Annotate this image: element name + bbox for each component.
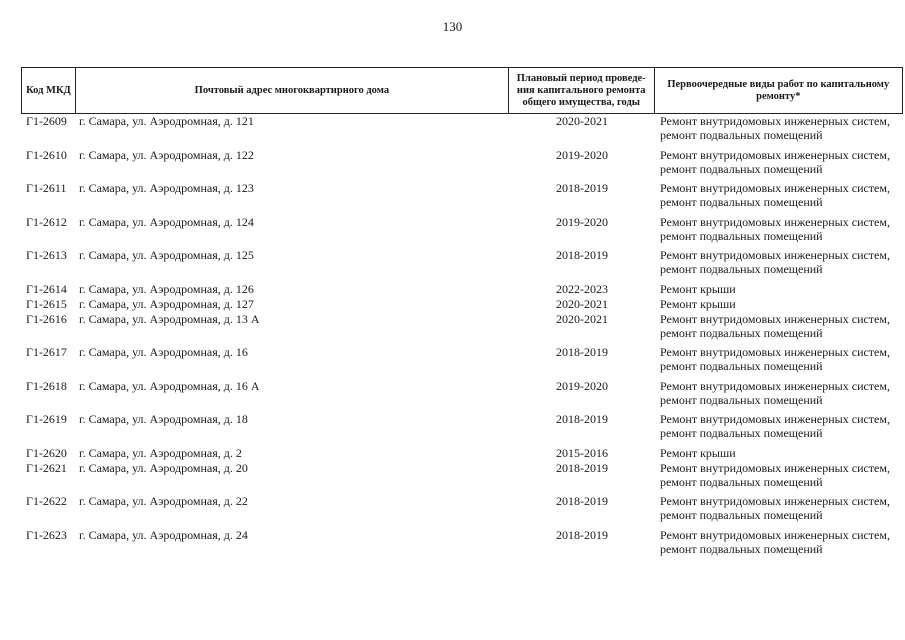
table-row — [21, 412, 903, 446]
works-cell: Ремонт внутридомовых инженерных систем, ремонт подвальных помещений — [660, 527, 890, 556]
table-row — [21, 181, 903, 215]
address-cell: г. Самара, ул. Аэродромная, д. 127 — [79, 296, 254, 311]
period-cell: 2019-2020 — [556, 378, 608, 393]
works-cell: Ремонт внутридомовых инженерных систем, ремонт подвальных помещений — [660, 378, 890, 407]
mkd-code-cell: Г1-2615 — [26, 296, 67, 311]
address-cell: г. Самара, ул. Аэродромная, д. 122 — [79, 147, 254, 162]
period-cell: 2018-2019 — [556, 460, 608, 475]
period-cell: 2018-2019 — [556, 345, 608, 359]
address-cell: г. Самара, ул. Аэродромная, д. 124 — [79, 214, 254, 229]
period-cell: 2018-2019 — [556, 412, 608, 426]
table-row — [21, 312, 903, 346]
mkd-code-cell: Г1-2610 — [26, 147, 67, 162]
works-cell: Ремонт внутридомовых инженерных систем, ремонт подвальных помещений — [660, 460, 890, 489]
address-cell: г. Самара, ул. Аэродромная, д. 121 — [79, 114, 254, 128]
works-cell: Ремонт крыши — [660, 296, 736, 311]
mkd-code-cell: Г1-2620 — [26, 445, 67, 460]
period-cell: 2019-2020 — [556, 147, 608, 162]
address-cell: г. Самара, ул. Аэродромная, д. 22 — [79, 494, 248, 508]
table-row — [21, 446, 903, 461]
mkd-code-cell: Г1-2612 — [26, 214, 67, 229]
address-cell: г. Самара, ул. Аэродромная, д. 13 А — [79, 311, 260, 326]
works-cell: Ремонт внутридомовых инженерных систем, ремонт подвальных помещений — [660, 248, 890, 276]
mkd-code-cell: Г1-2609 — [26, 114, 67, 128]
period-cell: 2022-2023 — [556, 281, 608, 296]
table-row — [21, 528, 903, 562]
table-row — [21, 215, 903, 249]
page-number: 130 — [442, 19, 463, 34]
table-row — [21, 297, 903, 312]
works-cell: Ремонт внутридомовых инженерных систем, ремонт подвальных помещений — [660, 311, 890, 340]
period-cell: 2018-2019 — [556, 527, 608, 542]
table-row — [21, 345, 903, 379]
table-body — [21, 114, 903, 561]
mkd-code-cell: Г1-2623 — [26, 527, 67, 542]
works-cell: Ремонт внутридомовых инженерных систем, ремонт подвальных помещений — [660, 147, 890, 176]
table-row — [21, 379, 903, 413]
mkd-code-cell: Г1-2613 — [26, 248, 67, 262]
address-cell: г. Самара, ул. Аэродромная, д. 2 — [79, 445, 242, 460]
header-address: Почтовый адрес многоквартирного дома — [76, 68, 509, 113]
header-code: Код МКД — [22, 68, 76, 113]
table-row — [21, 248, 903, 282]
header-works: Первоочередные виды работ по капитальному ремонту* — [667, 78, 890, 102]
works-cell: Ремонт внутридомовых инженерных систем, ремонт подвальных помещений — [660, 181, 890, 209]
address-cell: г. Самара, ул. Аэродромная, д. 126 — [79, 281, 254, 296]
period-cell: 2018-2019 — [556, 248, 608, 262]
address-cell: г. Самара, ул. Аэродромная, д. 20 — [79, 460, 248, 475]
works-cell: Ремонт внутридомовых инженерных систем, ремонт подвальных помещений — [660, 114, 890, 142]
mkd-code-cell: Г1-2621 — [26, 460, 67, 475]
mkd-code-cell: Г1-2617 — [26, 345, 67, 359]
mkd-code-cell: Г1-2619 — [26, 412, 67, 426]
table-row — [21, 148, 903, 182]
period-cell: 2020-2021 — [556, 311, 608, 326]
period-cell: 2020-2021 — [556, 296, 608, 311]
table-row — [21, 494, 903, 528]
mkd-code-cell: Г1-2611 — [26, 181, 67, 195]
address-cell: г. Самара, ул. Аэродромная, д. 18 — [79, 412, 248, 426]
works-cell: Ремонт внутридомовых инженерных систем, ремонт подвальных помещений — [660, 345, 890, 373]
period-cell: 2018-2019 — [556, 494, 608, 508]
works-cell: Ремонт внутридомовых инженерных систем, ремонт подвальных помещений — [660, 494, 890, 522]
table-row — [21, 461, 903, 495]
address-cell: г. Самара, ул. Аэродромная, д. 125 — [79, 248, 254, 262]
works-cell: Ремонт внутридомовых инженерных систем, ремонт подвальных помещений — [660, 214, 890, 243]
period-cell: 2015-2016 — [556, 445, 608, 460]
table-row — [21, 114, 903, 148]
mkd-code-cell: Г1-2618 — [26, 378, 67, 393]
table-row — [21, 282, 903, 297]
table-header — [21, 67, 903, 114]
period-cell: 2019-2020 — [556, 214, 608, 229]
repair-schedule-table — [21, 67, 903, 561]
mkd-code-cell: Г1-2622 — [26, 494, 67, 508]
address-cell: г. Самара, ул. Аэродромная, д. 16 А — [79, 378, 260, 393]
works-cell: Ремонт внутридомовых инженерных систем, ремонт подвальных помещений — [660, 412, 890, 440]
header-period: Плановый период проведе-ния капитального ремонта общего имущества, годы — [509, 68, 655, 113]
mkd-code-cell: Г1-2614 — [26, 281, 67, 296]
period-cell: 2018-2019 — [556, 181, 608, 195]
address-cell: г. Самара, ул. Аэродромная, д. 24 — [79, 527, 248, 542]
period-cell: 2020-2021 — [556, 114, 608, 128]
works-cell: Ремонт крыши — [660, 445, 736, 460]
address-cell: г. Самара, ул. Аэродромная, д. 16 — [79, 345, 248, 359]
works-cell: Ремонт крыши — [660, 281, 736, 296]
address-cell: г. Самара, ул. Аэродромная, д. 123 — [79, 181, 254, 195]
mkd-code-cell: Г1-2616 — [26, 311, 67, 326]
